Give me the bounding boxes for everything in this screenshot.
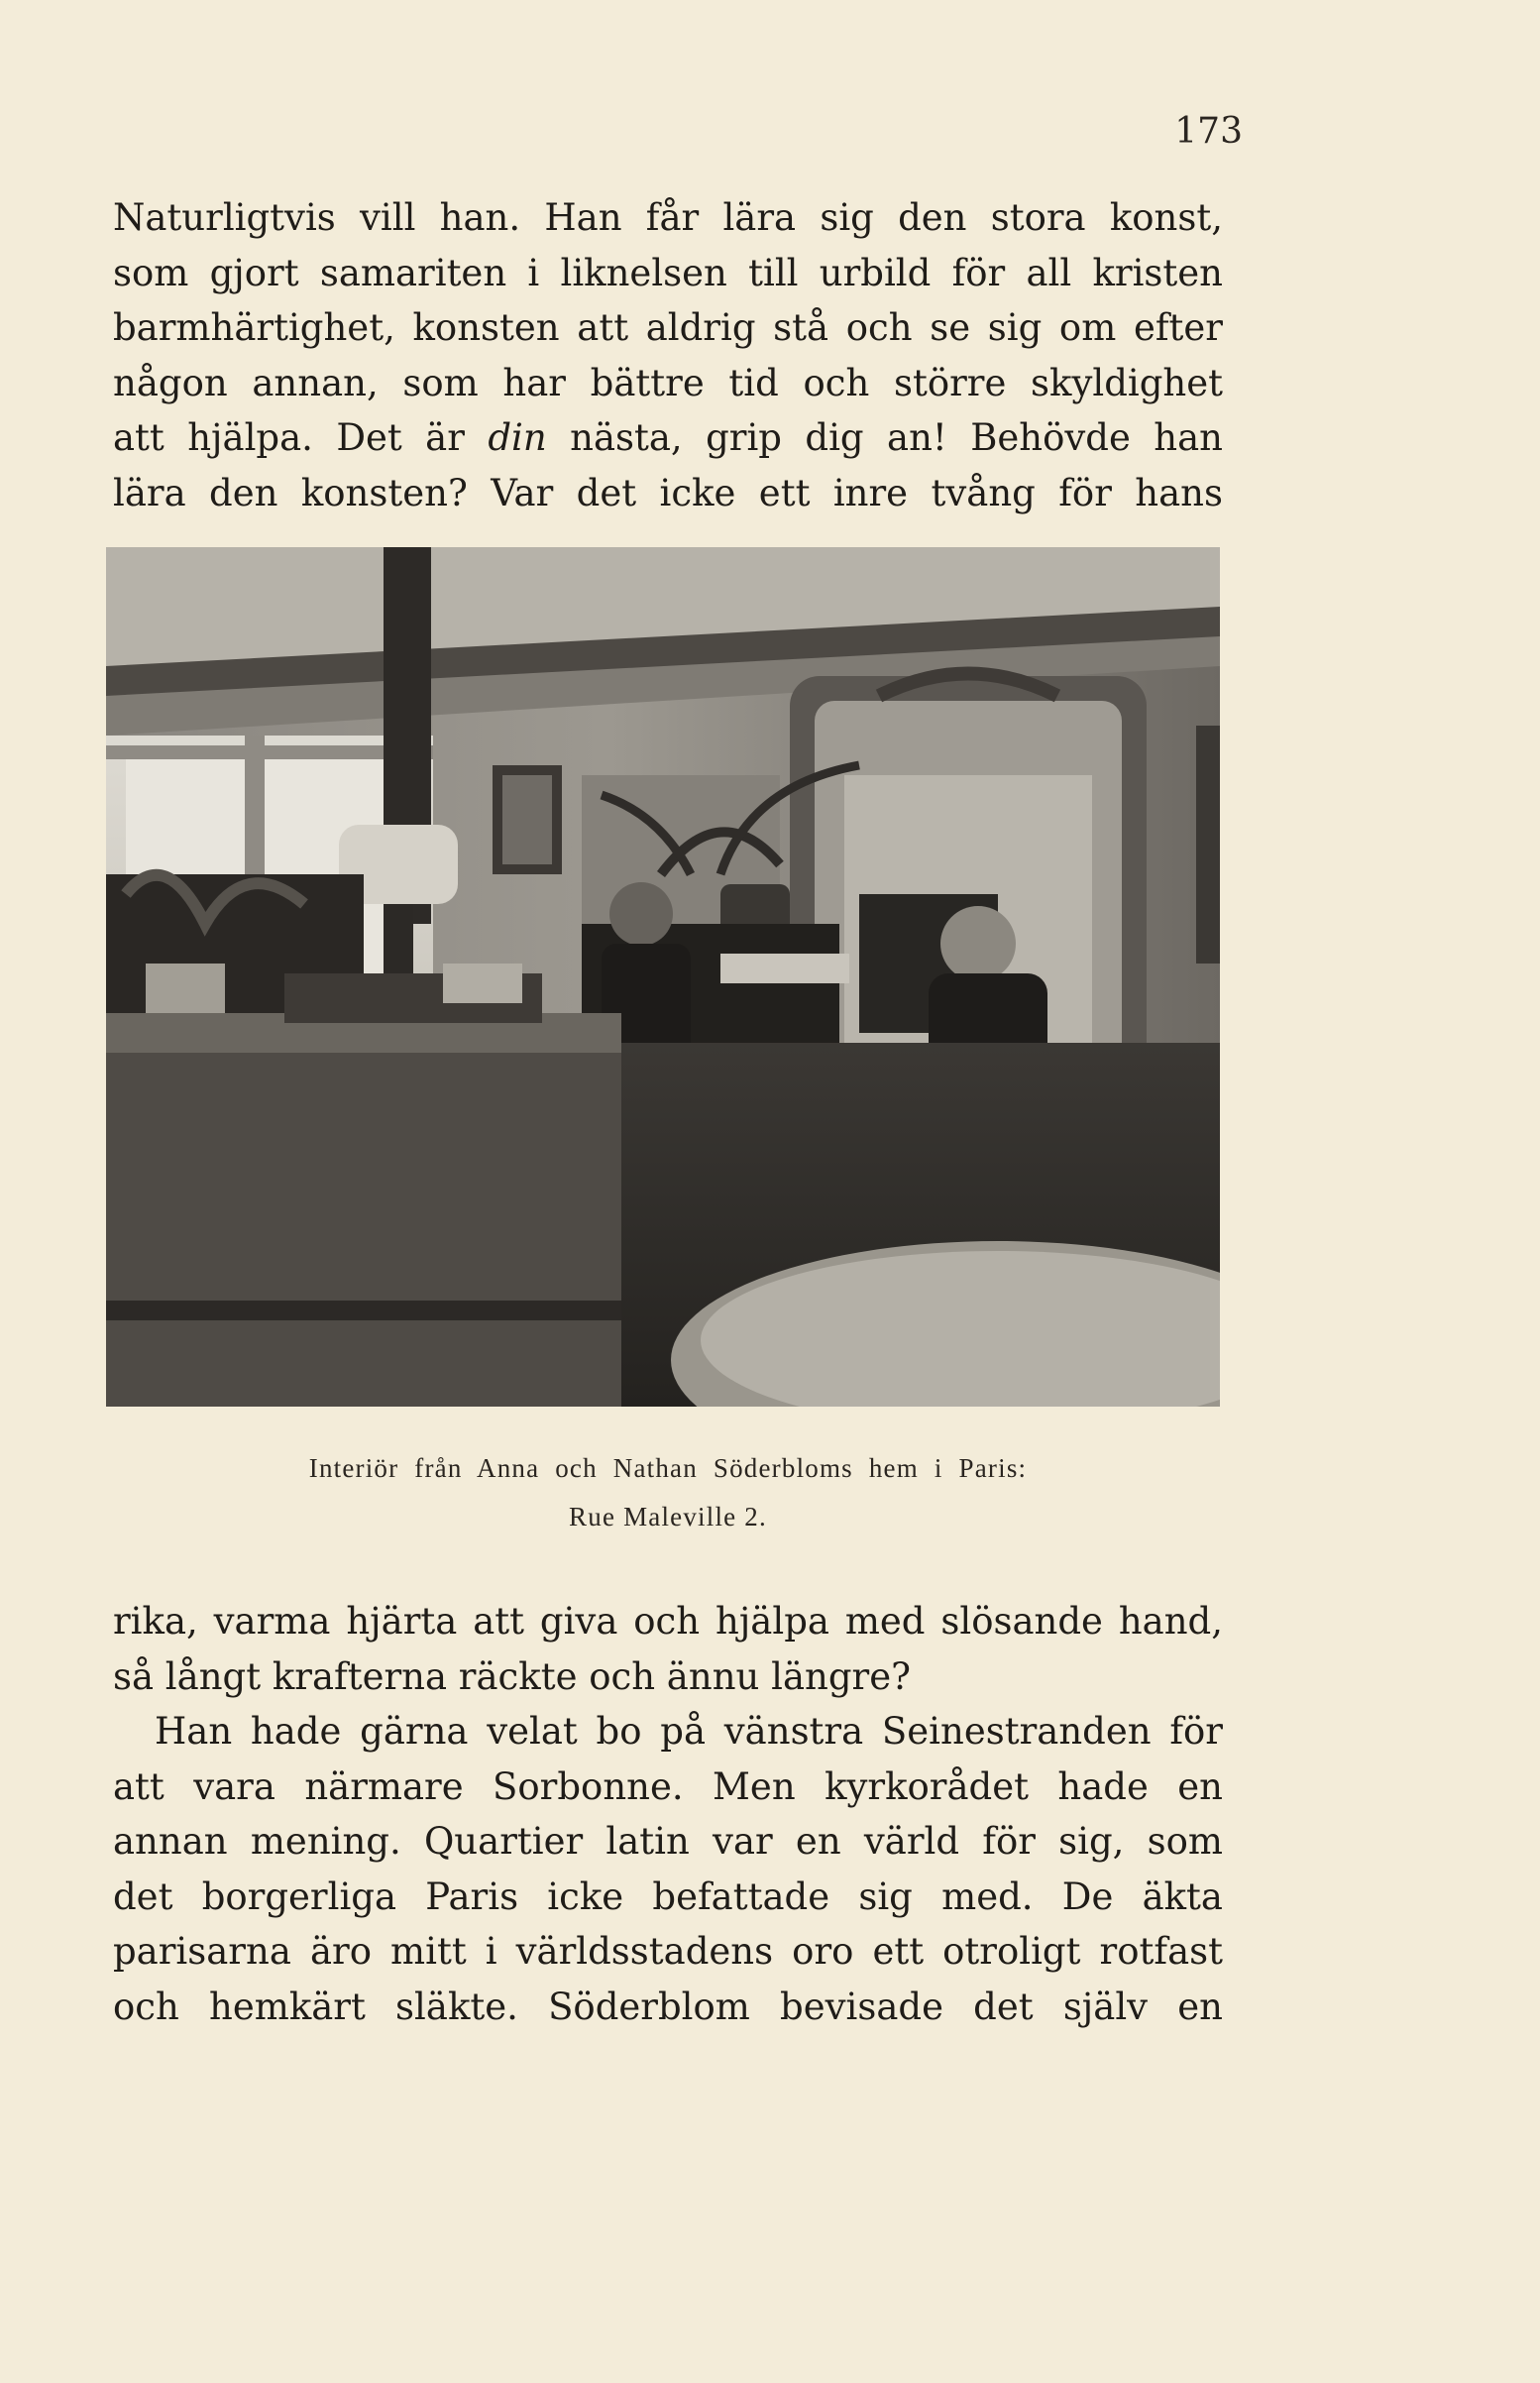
emphasis-word: din [488, 416, 547, 459]
interior-photograph [106, 547, 1220, 1407]
text-line: lära den konsten? Var det icke ett inre tvång för hans [113, 471, 1223, 514]
text-line-end: nästa, grip dig an! Behövde han [546, 416, 1224, 459]
top-paragraph [113, 190, 1223, 520]
figure-caption-continued: Rue Maleville 2. [569, 1502, 767, 1532]
text-line: annan mening. Quartier latin var en värld för sig, som [113, 1820, 1223, 1863]
text-line: parisarna äro mitt i världsstadens oro ett otroligt rotfast [113, 1930, 1223, 1973]
text-line: som gjort samariten i liknelsen till urbild för all kristen [113, 251, 1223, 294]
text-line: Naturligtvis vill han. Han får lära sig den stora konst, [113, 196, 1223, 239]
text-line: och hemkärt släkte. Söderblom bevisade det själv en [113, 1985, 1223, 2028]
text-line: Han hade gärna velat bo på vänstra Seinestranden för [155, 1710, 1223, 1753]
text-line: barmhärtighet, konsten att aldrig stå och se sig om efter [113, 306, 1223, 349]
text-line-start: att hjälpa. Det är [113, 416, 489, 459]
text-line: någon annan, som har bättre tid och större skyldighet [113, 361, 1223, 404]
text-line: så långt krafterna räckte och ännu längre? [113, 1654, 911, 1698]
text-line: det borgerliga Paris icke befattade sig med. De äkta [113, 1874, 1223, 1918]
text-line: rika, varma hjärta att giva och hjälpa med slösande hand, [113, 1600, 1223, 1643]
text-line: att vara närmare Sorbonne. Men kyrkorådet hade en [113, 1764, 1223, 1808]
page-number: 173 [1174, 111, 1243, 152]
figure-caption: Interiör från Anna och Nathan Söderbloms hem i Paris: [308, 1453, 1028, 1483]
text-line [113, 410, 1223, 466]
bottom-paragraph [113, 1594, 1223, 2034]
